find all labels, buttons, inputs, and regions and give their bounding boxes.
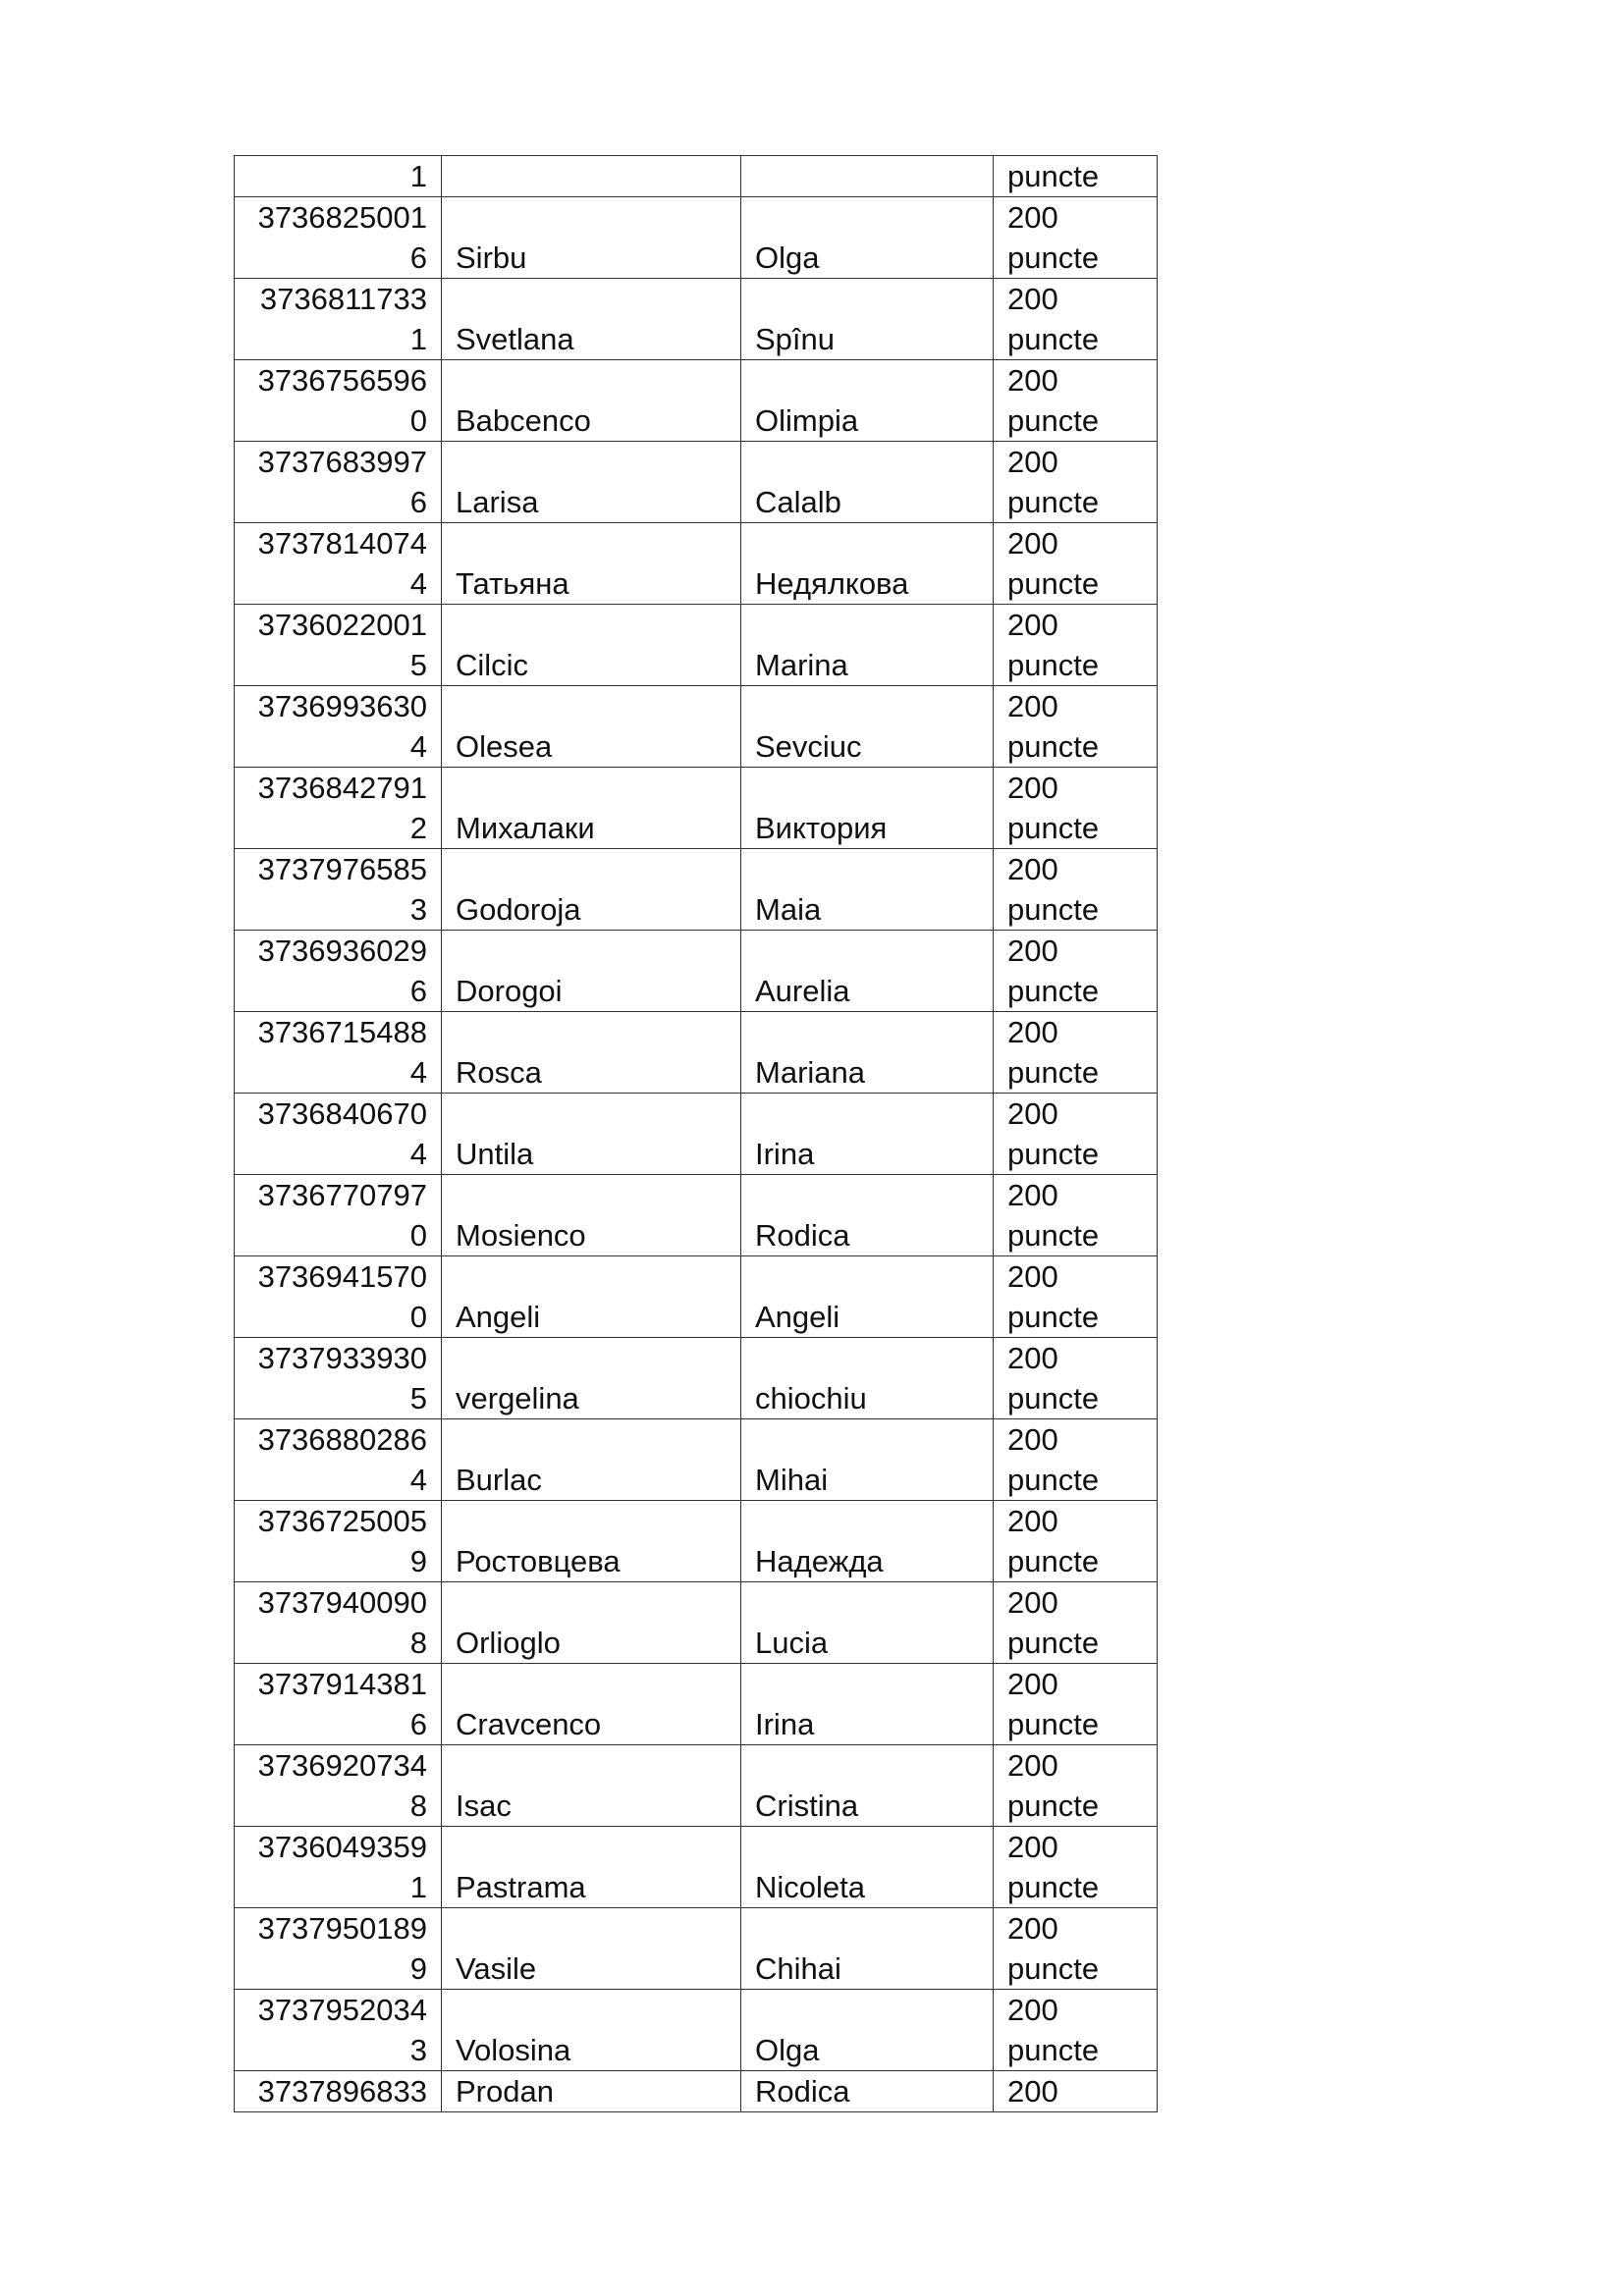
points-unit: puncte (1007, 403, 1100, 438)
table-row (235, 442, 1158, 523)
phone-line-2: 5 (409, 648, 427, 682)
points-cell (994, 1256, 1158, 1338)
phone-cell (235, 931, 442, 1012)
points-cell (994, 605, 1158, 686)
phone-line-1: 3737940090 (257, 1585, 427, 1620)
points-cell (994, 1745, 1158, 1827)
first-name: Dorogoi (456, 974, 563, 1008)
last-name: Calalb (755, 485, 841, 519)
last-name: Irina (755, 1707, 815, 1741)
table-row-last (235, 2071, 1158, 2112)
last-name: Недялкова (755, 566, 909, 601)
last-name-cell (741, 1501, 994, 1582)
table-row (235, 605, 1158, 686)
last-name-cell (741, 686, 994, 768)
last-name-cell (741, 768, 994, 849)
last-name-cell (741, 2071, 994, 2112)
first-name-cell (442, 1012, 741, 1094)
last-name: Sevciuc (755, 729, 862, 764)
phone-line-2: 1 (409, 322, 427, 356)
points-unit: puncte (1007, 1137, 1100, 1171)
points-cell (994, 1094, 1158, 1175)
phone-cell (235, 1582, 442, 1664)
phone-line-2: 8 (409, 1626, 427, 1660)
phone-line-2: 3 (409, 892, 427, 927)
last-name: Marina (755, 648, 848, 682)
table-row (235, 768, 1158, 849)
last-name-cell (741, 279, 994, 360)
phone-line-2: 5 (409, 1381, 427, 1415)
first-name: Olesea (456, 729, 553, 764)
last-name-cell (741, 1256, 994, 1338)
points-unit: puncte (1007, 729, 1100, 764)
points-value: 200 (1007, 1341, 1058, 1375)
phone-line-1: 3736936029 (257, 934, 427, 968)
points-unit: puncte (1007, 811, 1100, 845)
first-name-cell (442, 605, 741, 686)
points-unit: puncte (1007, 485, 1100, 519)
points-value: 200 (1007, 526, 1058, 561)
phone-line-1: 3736022001 (257, 608, 427, 642)
first-name: Vasile (456, 1951, 537, 1986)
phone-line-1: 3736049359 (257, 1830, 427, 1864)
phone-line-2: 9 (409, 1544, 427, 1578)
points-cell (994, 197, 1158, 279)
points-value: 200 (1007, 1259, 1058, 1294)
points-unit: puncte (1007, 1789, 1100, 1823)
phone-line-2: 0 (409, 1300, 427, 1334)
phone-line-2: 1 (409, 1870, 427, 1904)
points-cell (994, 1827, 1158, 1908)
phone-cell (235, 1012, 442, 1094)
last-name: Chihai (755, 1951, 841, 1986)
first-name: Svetlana (456, 322, 574, 356)
first-name: Godoroja (456, 892, 581, 927)
first-name-cell (442, 686, 741, 768)
points-cell (994, 1338, 1158, 1419)
phone-line-2: 4 (409, 566, 427, 601)
phone-cell (235, 1990, 442, 2071)
table-row (235, 686, 1158, 768)
first-name-cell (442, 1745, 741, 1827)
phone-line-1: 3736725005 (257, 1504, 427, 1538)
phone-line-1: 3736840670 (257, 1096, 427, 1131)
points-cell (994, 1012, 1158, 1094)
first-name: Pastrama (456, 1870, 586, 1904)
points-value: 200 (1007, 771, 1058, 805)
phone-cell (235, 1338, 442, 1419)
phone-cell (235, 1827, 442, 1908)
points-unit: puncte (1007, 1300, 1100, 1334)
phone-tail: 1 (409, 159, 427, 193)
points-unit: puncte (1007, 1218, 1100, 1253)
last-name-cell (741, 1582, 994, 1664)
points-value: 200 (1007, 1015, 1058, 1049)
points-unit: puncte (1007, 1463, 1100, 1497)
phone-cell (235, 768, 442, 849)
points-cell (994, 523, 1158, 605)
last-name-cell (741, 442, 994, 523)
first-name-cell (442, 197, 741, 279)
first-name-cell (442, 1501, 741, 1582)
first-name: Татьяна (456, 566, 569, 601)
last-name-cell (741, 849, 994, 931)
points-cell (994, 1664, 1158, 1745)
table-row (235, 1501, 1158, 1582)
points-unit: puncte (1007, 566, 1100, 601)
last-name-cell (741, 605, 994, 686)
points-cell (994, 1990, 1158, 2071)
table-row (235, 1338, 1158, 1419)
points-value: 200 (1007, 1830, 1058, 1864)
phone-line-1: 3737914381 (257, 1667, 427, 1701)
table-row (235, 523, 1158, 605)
first-name-cell (442, 1908, 741, 1990)
phone-line-2: 0 (409, 1218, 427, 1253)
phone-cell (235, 197, 442, 279)
last-name: Angeli (755, 1300, 840, 1334)
points-cell (994, 686, 1158, 768)
last-name: Spînu (755, 322, 836, 356)
phone-line-1: 3736770797 (257, 1178, 427, 1212)
last-name-cell (741, 523, 994, 605)
first-name: Cilcic (456, 648, 529, 682)
last-name: Nicoleta (755, 1870, 865, 1904)
points-cell (994, 1501, 1158, 1582)
first-name-cell (442, 2071, 741, 2112)
first-name: Mosienco (456, 1218, 586, 1253)
table-row (235, 1908, 1158, 1990)
phone-cell (235, 1175, 442, 1256)
points-unit: puncte (1007, 2033, 1100, 2067)
phone-cell (235, 1419, 442, 1501)
phone-line-1: 3737950189 (257, 1911, 427, 1946)
phone-line-2: 6 (409, 974, 427, 1008)
last-name-cell (741, 1094, 994, 1175)
table-row (235, 197, 1158, 279)
points-cell (994, 768, 1158, 849)
first-name-cell (442, 1582, 741, 1664)
last-name-cell (741, 197, 994, 279)
phone-cell (235, 605, 442, 686)
points-value: 200 (1007, 200, 1058, 235)
first-name-cell (442, 1419, 741, 1501)
last-name-cell (741, 156, 994, 197)
table-row (235, 849, 1158, 931)
first-name-cell (442, 1664, 741, 1745)
first-name: Ростовцева (456, 1544, 621, 1578)
points-cell (994, 1175, 1158, 1256)
points-cell (994, 156, 1158, 197)
phone-cell (235, 1501, 442, 1582)
phone-line-1: 3736941570 (257, 1259, 427, 1294)
last-name: Mihai (755, 1463, 829, 1497)
last-name-cell (741, 1338, 994, 1419)
phone-cell (235, 1094, 442, 1175)
phone-cell (235, 279, 442, 360)
points-unit: puncte (1007, 1870, 1100, 1904)
first-name: vergelina (456, 1381, 579, 1415)
table-row (235, 1012, 1158, 1094)
first-name: Orlioglo (456, 1626, 561, 1660)
phone-cell (235, 442, 442, 523)
points-cell (994, 442, 1158, 523)
phone-line-2: 8 (409, 1789, 427, 1823)
first-name-cell (442, 849, 741, 931)
last-name: Rodica (755, 2074, 850, 2109)
phone-line-2: 6 (409, 240, 427, 275)
table-row (235, 1990, 1158, 2071)
points-cell (994, 849, 1158, 931)
phone-line-1: 3736825001 (257, 200, 427, 235)
last-name-cell (741, 931, 994, 1012)
first-name-cell (442, 1256, 741, 1338)
phone-cell (235, 523, 442, 605)
last-name: Maia (755, 892, 822, 927)
phone-line-2: 4 (409, 1137, 427, 1171)
table-row (235, 1419, 1158, 1501)
phone-line-1: 3736756596 (257, 363, 427, 398)
phone-line-1: 3737952034 (257, 1993, 427, 2027)
points-value: 200 (1007, 1585, 1058, 1620)
last-name: Irina (755, 1137, 815, 1171)
points-value: 200 (1007, 689, 1058, 723)
last-name: Olga (755, 2033, 820, 2067)
table-row (235, 1175, 1158, 1256)
points-unit: puncte (1007, 1707, 1100, 1741)
points-cell (994, 360, 1158, 442)
last-name: Виктория (755, 811, 888, 845)
phone-cell (235, 2071, 442, 2112)
first-name: Isac (456, 1789, 512, 1823)
last-name-cell (741, 1908, 994, 1990)
points-value: 200 (1007, 1911, 1058, 1946)
table-row (235, 279, 1158, 360)
phone-line-2: 4 (409, 729, 427, 764)
points-unit: puncte (1007, 322, 1100, 356)
points-value: 200 (1007, 1422, 1058, 1457)
last-name-cell (741, 1012, 994, 1094)
points-value: 200 (1007, 852, 1058, 886)
points-cell (994, 1419, 1158, 1501)
first-name: Burlac (456, 1463, 542, 1497)
points-value: 200 (1007, 608, 1058, 642)
first-name: Sirbu (456, 240, 527, 275)
first-name: Babcenco (456, 403, 591, 438)
points-value: 200 (1007, 282, 1058, 316)
points-unit: puncte (1007, 892, 1100, 927)
phone-line-2: 3 (409, 2033, 427, 2067)
phone-line-2: 6 (409, 1707, 427, 1741)
first-name-cell (442, 1338, 741, 1419)
points-cell (994, 1908, 1158, 1990)
first-name: Михалаки (456, 811, 595, 845)
phone-cell (235, 156, 442, 197)
last-name-cell (741, 1990, 994, 2071)
last-name-cell (741, 1745, 994, 1827)
phone-number: 3737896833 (257, 2074, 427, 2109)
first-name-cell (442, 523, 741, 605)
points-cell (994, 279, 1158, 360)
first-name-cell (442, 279, 741, 360)
last-name-cell (741, 1664, 994, 1745)
points-value: 200 (1007, 1178, 1058, 1212)
first-name-cell (442, 1094, 741, 1175)
phone-line-1: 3736811733 (259, 282, 427, 316)
phone-cell (235, 686, 442, 768)
first-name-cell (442, 1175, 741, 1256)
points-value: 200 (1007, 1667, 1058, 1701)
phone-line-1: 3737976585 (257, 852, 427, 886)
table-row (235, 360, 1158, 442)
points-value: 200 (1007, 1504, 1058, 1538)
points-unit: puncte (1007, 1381, 1100, 1415)
points-cell (994, 2071, 1158, 2112)
phone-line-1: 3736880286 (257, 1422, 427, 1457)
points-value: 200 (1007, 1748, 1058, 1783)
phone-line-2: 6 (409, 485, 427, 519)
table-row (235, 1827, 1158, 1908)
points-value: 200 (1007, 1993, 1058, 2027)
phone-cell (235, 1745, 442, 1827)
last-name: Olga (755, 240, 820, 275)
first-name: Volosina (456, 2033, 571, 2067)
points-cell (994, 931, 1158, 1012)
points-value: 200 (1007, 363, 1058, 398)
last-name-cell (741, 360, 994, 442)
last-name: Надежда (755, 1544, 884, 1578)
phone-line-2: 4 (409, 1463, 427, 1497)
points-value: 200 (1007, 1096, 1058, 1131)
table-row (235, 931, 1158, 1012)
last-name-cell (741, 1175, 994, 1256)
points-unit: puncte (1007, 974, 1100, 1008)
first-name: Rosca (456, 1055, 542, 1090)
phone-line-1: 3736715488 (257, 1015, 427, 1049)
phone-cell (235, 360, 442, 442)
points-unit: puncte (1007, 648, 1100, 682)
first-name-cell (442, 931, 741, 1012)
table-row (235, 1094, 1158, 1175)
first-name-cell (442, 442, 741, 523)
first-name: Cravcenco (456, 1707, 602, 1741)
first-name: Untila (456, 1137, 534, 1171)
table-row-continued (235, 156, 1158, 197)
points-unit: puncte (1007, 1626, 1100, 1660)
contacts-table-body (235, 156, 1158, 2112)
phone-line-2: 2 (409, 811, 427, 845)
points-tail: puncte (1007, 159, 1100, 193)
points-unit: puncte (1007, 1055, 1100, 1090)
phone-line-1: 3736993630 (257, 689, 427, 723)
first-name-cell (442, 360, 741, 442)
last-name-cell (741, 1827, 994, 1908)
last-name: Rodica (755, 1218, 850, 1253)
phone-line-1: 3737933930 (257, 1341, 427, 1375)
points-value: 200 (1007, 934, 1058, 968)
table-row (235, 1256, 1158, 1338)
points-unit: puncte (1007, 240, 1100, 275)
phone-cell (235, 1256, 442, 1338)
last-name: chiochiu (755, 1381, 867, 1415)
last-name: Lucia (755, 1626, 829, 1660)
first-name-cell (442, 1990, 741, 2071)
first-name-cell (442, 1827, 741, 1908)
last-name: Mariana (755, 1055, 865, 1090)
phone-line-2: 9 (409, 1951, 427, 1986)
first-name: Prodan (456, 2074, 554, 2109)
table-row (235, 1745, 1158, 1827)
first-name-cell (442, 768, 741, 849)
last-name: Olimpia (755, 403, 859, 438)
points-value: 200 (1007, 2074, 1058, 2109)
first-name-cell (442, 156, 741, 197)
last-name: Aurelia (755, 974, 850, 1008)
table-row (235, 1582, 1158, 1664)
points-unit: puncte (1007, 1544, 1100, 1578)
table-row (235, 1664, 1158, 1745)
phone-line-1: 3736842791 (257, 771, 427, 805)
phone-line-2: 4 (409, 1055, 427, 1090)
first-name: Larisa (456, 485, 539, 519)
phone-cell (235, 1664, 442, 1745)
last-name-cell (741, 1419, 994, 1501)
points-cell (994, 1582, 1158, 1664)
phone-cell (235, 849, 442, 931)
phone-cell (235, 1908, 442, 1990)
points-value: 200 (1007, 445, 1058, 479)
phone-line-1: 3737814074 (257, 526, 427, 561)
contacts-table (234, 155, 1158, 2112)
phone-line-1: 3736920734 (257, 1748, 427, 1783)
phone-line-1: 3737683997 (257, 445, 427, 479)
first-name: Angeli (456, 1300, 541, 1334)
points-unit: puncte (1007, 1951, 1100, 1986)
last-name: Cristina (755, 1789, 859, 1823)
phone-line-2: 0 (409, 403, 427, 438)
